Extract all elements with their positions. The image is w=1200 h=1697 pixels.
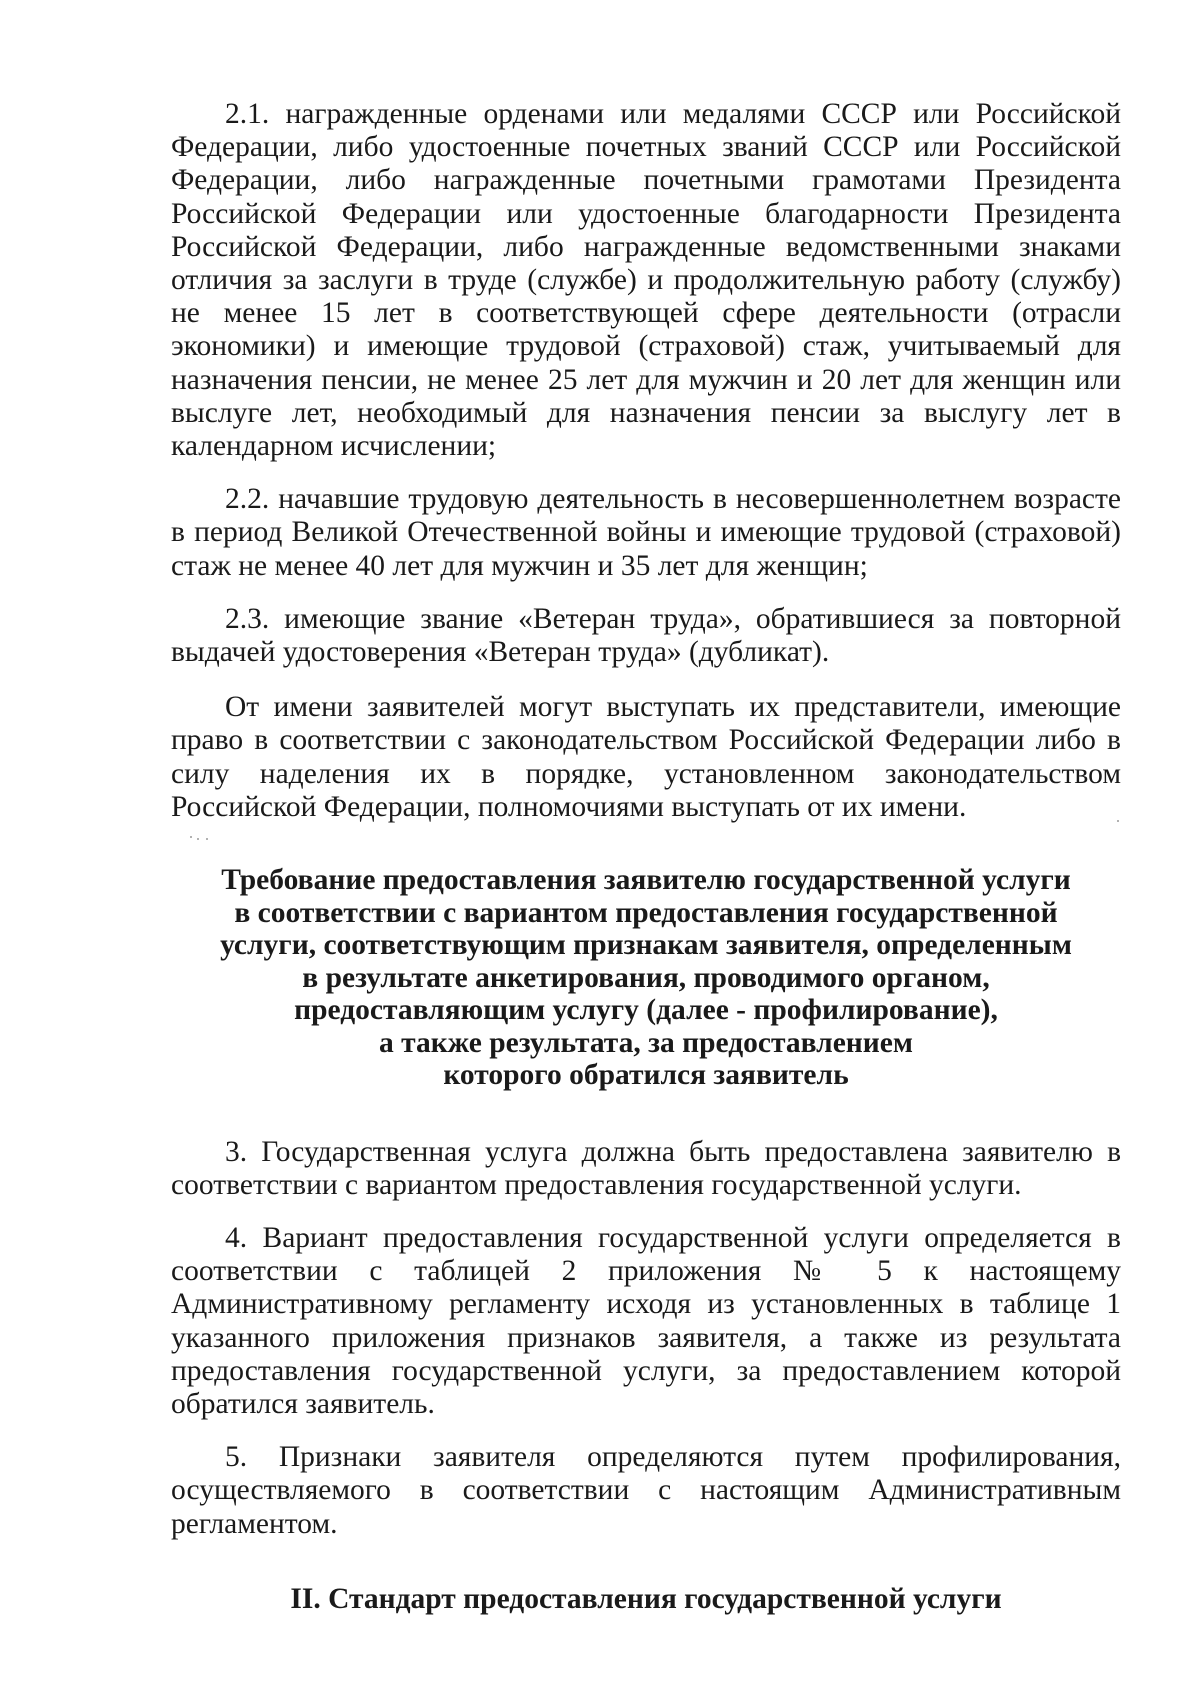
paragraph-2-1: 2.1. награжденные орденами или медалями СССР или Российской Федерации, либо удостоенные почетных званий СССР или Российской Федерации, либо награжденные почетными грамотами Президента Российской Федерации или удостоенные благодарности Президента Российской Федерации, либо награжденные ведомственными знаками отличия за заслуги в труде (службе) и продолжительную работу (службу) не менее 15 лет в соответствующей сфере деятельности (отрасли экономики) и имеющие трудовой (страховой) стаж, учитываемый для назначения пенсии, не менее 25 лет для мужчин и 20 лет для женщин или выслуге лет, необходимый для назначения пенсии за выслугу лет в календарном исчислении;: [171, 98, 1121, 463]
heading-line: услуги, соответствующим признакам заявителя, определенным: [220, 929, 1072, 962]
heading-line: предоставляющим услугу (далее - профилирование),: [294, 994, 998, 1027]
heading-line: которого обратился заявитель: [443, 1059, 849, 1092]
paragraph-2-2: 2.2. начавшие трудовую деятельность в несовершеннолетнем возрасте в период Великой Отечественной войны и имеющие трудовой (страховой) стаж не менее 40 лет для мужчин и 35 лет для женщин;: [171, 483, 1121, 582]
heading-line: Требование предоставления заявителю государственной услуги: [221, 864, 1071, 897]
paragraph-4: 4. Вариант предоставления государственной услуги определяется в соответствии с таблицей 2 приложения № 5 к настоящему Административному регламенту исходя из установленных в таблице 1 указанного приложения признаков заявителя, а также из результата предоставления государственной услуги, за предоставлением которой обратился заявитель.: [171, 1221, 1121, 1420]
section-title: II. Стандарт предоставления государственной услуги: [290, 1582, 1002, 1615]
heading-line: в результате анкетирования, проводимого органом,: [302, 961, 990, 994]
paragraph-representatives: От имени заявителей могут выступать их представители, имеющие право в соответствии с законодательством Российской Федерации либо в силу наделения их в порядке, установленном законодательством Российской Федерации, полномочиями выступать от их имени.: [171, 691, 1121, 823]
paragraph-5: 5. Признаки заявителя определяются путем профилирования, осуществляемого в соответствии с настоящим Административным регламентом.: [171, 1441, 1121, 1540]
heading-line: а также результата, за предоставлением: [379, 1026, 913, 1059]
paragraph-2-3: 2.3. имеющие звание «Ветеран труда», обратившиеся за повторной выдачей удостоверения «Ветеран труда» (дубликат).: [171, 602, 1121, 669]
requirement-heading: [171, 864, 1121, 1092]
document-body: [171, 98, 1121, 1616]
paragraph-3: 3. Государственная услуга должна быть предоставлена заявителю в соответствии с вариантом предоставления государственной услуги.: [171, 1135, 1121, 1201]
heading-line: в соответствии с вариантом предоставления государственной: [234, 896, 1058, 929]
